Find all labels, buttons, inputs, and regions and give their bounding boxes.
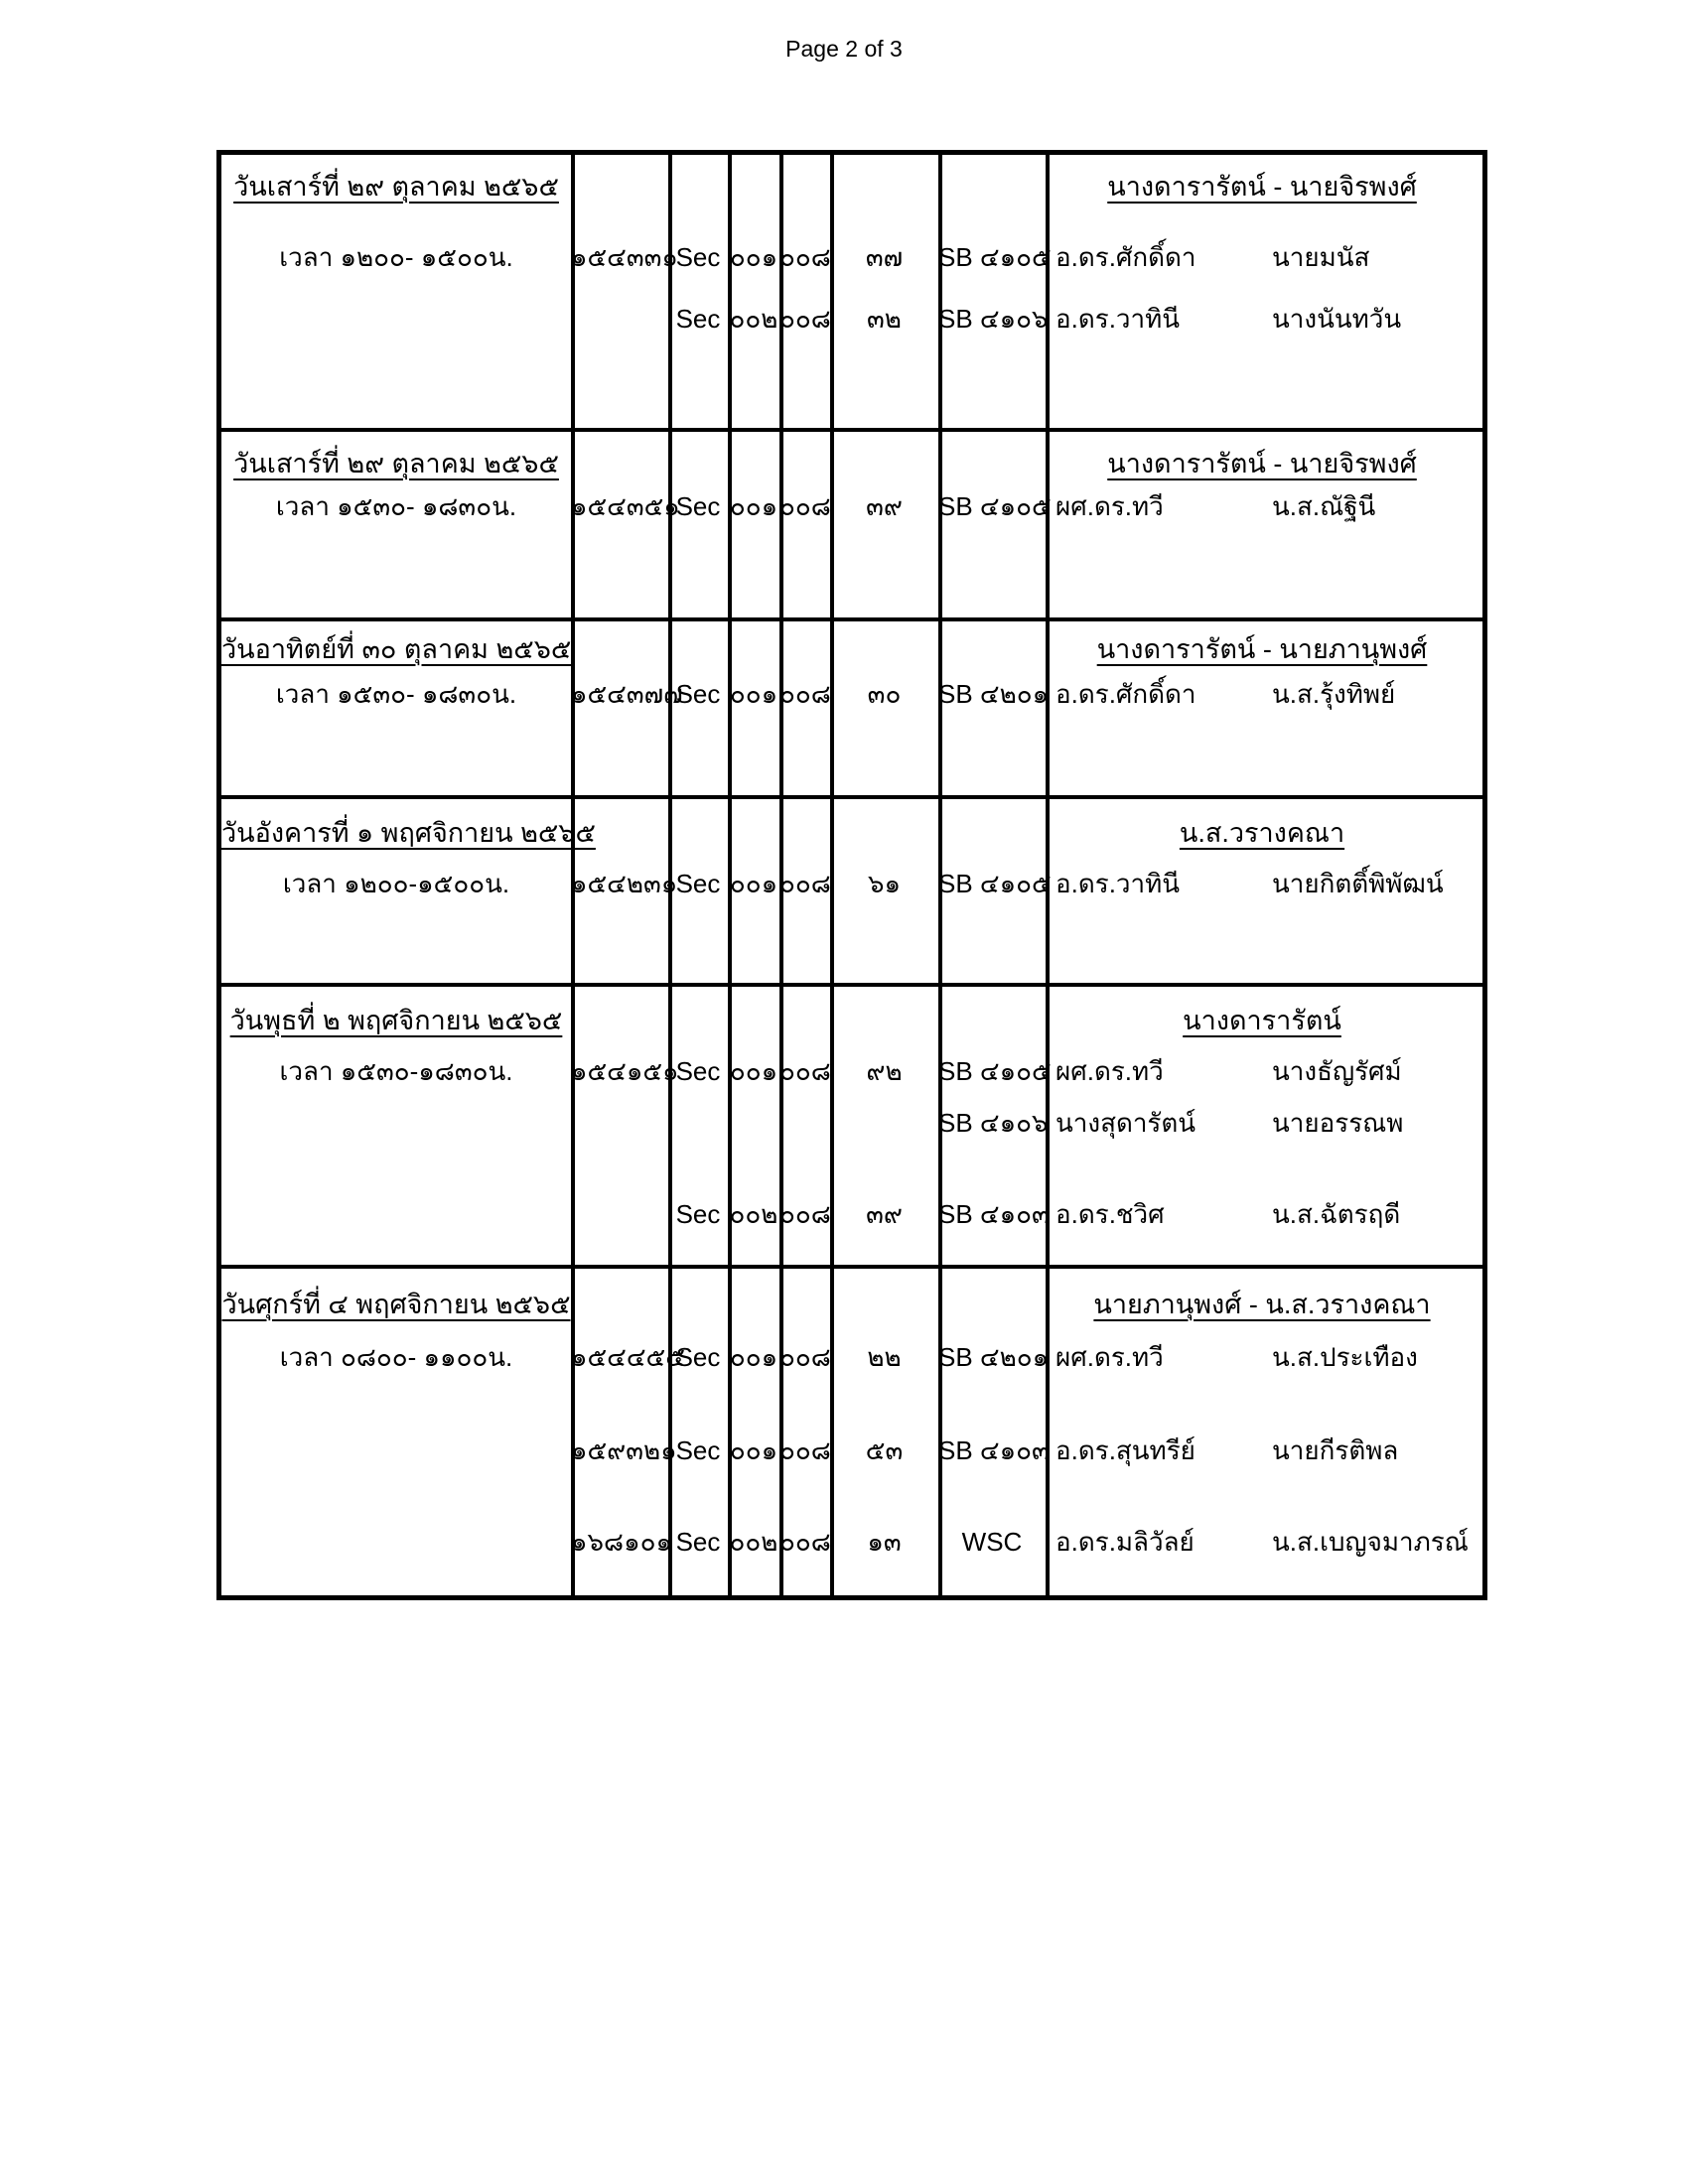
exam-date: วันพุธที่ ๒ พฤศจิกายน ๒๕๖๕ bbox=[229, 1006, 563, 1035]
exam-row bbox=[221, 677, 1482, 711]
session-proctors: นางดารารัตน์ - นายภานุพงศ์ bbox=[1096, 634, 1428, 664]
course-code: ๑๕๔๓๓๑ bbox=[571, 242, 678, 272]
course-code: ๑๕๔๓๗๗ bbox=[571, 679, 683, 709]
group-number: ๐๐๘ bbox=[779, 242, 831, 272]
sec-label bbox=[668, 1106, 728, 1140]
exam-date: วันเสาร์ที่ ๒๙ ตุลาคม ๒๕๖๕ bbox=[233, 172, 559, 202]
course-code: ๑๕๔๓๕๑ bbox=[571, 491, 680, 521]
exam-room: SB ๔๒๐๑ bbox=[938, 1342, 1050, 1372]
section-number: ๐๐๒ bbox=[729, 304, 778, 334]
exam-time: เวลา ๑๕๓๐- ๑๘๓๐น. bbox=[275, 679, 517, 709]
schedule-block bbox=[221, 428, 1482, 617]
section-number: ๐๐๒ bbox=[729, 1527, 778, 1557]
course-code: ๑๕๔๑๕๑ bbox=[571, 1056, 679, 1086]
student-count bbox=[830, 1106, 938, 1140]
exam-room: SB ๔๑๐๓ bbox=[938, 1199, 1050, 1229]
course-code: ๑๕๙๓๒๑ bbox=[571, 1435, 677, 1465]
student-count: ๕๓ bbox=[865, 1435, 904, 1465]
schedule-block bbox=[221, 983, 1482, 1265]
section-number: ๐๐๑ bbox=[729, 1435, 778, 1465]
exam-row bbox=[221, 240, 1482, 274]
course-code bbox=[571, 302, 668, 336]
student-count: ๑๓ bbox=[867, 1527, 902, 1557]
section-number: ๐๐๑ bbox=[729, 491, 778, 521]
column-divider bbox=[668, 155, 672, 428]
exam-room: WSC bbox=[961, 1527, 1023, 1557]
sec-label: Sec bbox=[675, 242, 721, 272]
proctor-name: น.ส.ประเทือง bbox=[1272, 1342, 1418, 1372]
session-proctors: น.ส.วรางคณา bbox=[1179, 818, 1345, 848]
student-count: ๓๙ bbox=[866, 491, 903, 521]
exam-schedule-table bbox=[216, 150, 1487, 1600]
column-divider bbox=[779, 155, 783, 428]
course-code: ๑๖๘๑๐๑ bbox=[571, 1527, 672, 1557]
group-number bbox=[779, 1106, 830, 1140]
group-number: ๐๐๘ bbox=[779, 869, 831, 898]
group-number: ๐๐๘ bbox=[779, 1435, 831, 1465]
exam-time: เวลา ๑๕๓๐- ๑๘๓๐น. bbox=[275, 491, 517, 521]
session-proctors: นางดารารัตน์ - นายจิรพงศ์ bbox=[1107, 172, 1417, 202]
student-count: ๓๙ bbox=[866, 1199, 903, 1229]
column-divider bbox=[830, 432, 834, 617]
student-count: ๓๗ bbox=[865, 242, 904, 272]
session-proctors: นางดารารัตน์ - นายจิรพงศ์ bbox=[1107, 449, 1417, 478]
sec-label: Sec bbox=[675, 1056, 721, 1086]
column-divider bbox=[571, 432, 575, 617]
page-number-label: Page 2 of 3 bbox=[785, 36, 903, 62]
exam-room: SB ๔๑๐๕ bbox=[938, 242, 1052, 272]
sec-label: Sec bbox=[675, 679, 721, 709]
schedule-block bbox=[221, 795, 1482, 983]
exam-row bbox=[221, 1433, 1482, 1467]
proctor-name: นายอรรณพ bbox=[1272, 1108, 1404, 1138]
section-number: ๐๐๑ bbox=[729, 242, 778, 272]
schedule-block bbox=[221, 155, 1482, 428]
exam-row bbox=[221, 489, 1482, 523]
exam-row bbox=[221, 867, 1482, 900]
column-divider bbox=[728, 432, 732, 617]
course-code bbox=[571, 1106, 668, 1140]
instructor-name: อ.ดร.มลิวัลย์ bbox=[1055, 1527, 1195, 1557]
exam-row bbox=[221, 1197, 1482, 1231]
group-number: ๐๐๘ bbox=[779, 1527, 831, 1557]
group-number: ๐๐๘ bbox=[779, 679, 831, 709]
proctor-name: น.ส.ณัฐินี bbox=[1272, 491, 1376, 521]
exam-row bbox=[221, 1054, 1482, 1088]
sec-label: Sec bbox=[675, 1527, 721, 1557]
group-number: ๐๐๘ bbox=[779, 491, 831, 521]
course-code: ๑๕๔๔๕๕ bbox=[571, 1342, 685, 1372]
instructor-name: อ.ดร.วาทินี bbox=[1055, 869, 1181, 898]
instructor-name: อ.ดร.วาทินี bbox=[1055, 304, 1181, 334]
section-number: ๐๐๑ bbox=[729, 869, 778, 898]
instructor-name: ผศ.ดร.ทวี bbox=[1055, 1342, 1164, 1372]
student-count: ๓๒ bbox=[867, 304, 902, 334]
exam-date: วันอาทิตย์ที่ ๓๐ ตุลาคม ๒๕๖๕ bbox=[221, 634, 572, 664]
section-number: ๐๐๑ bbox=[729, 1342, 778, 1372]
exam-room: SB ๔๑๐๓ bbox=[938, 1435, 1050, 1465]
schedule-block bbox=[221, 617, 1482, 795]
instructor-name: อ.ดร.ศักดิ์ดา bbox=[1055, 242, 1196, 272]
exam-room: SB ๔๒๐๑ bbox=[938, 679, 1050, 709]
sec-label: Sec bbox=[675, 491, 721, 521]
section-number: ๐๐๑ bbox=[729, 1056, 778, 1086]
exam-time: เวลา ๑๒๐๐- ๑๕๐๐น. bbox=[279, 242, 513, 272]
group-number: ๐๐๘ bbox=[779, 1342, 831, 1372]
student-count: ๓๐ bbox=[867, 679, 902, 709]
column-divider bbox=[571, 155, 575, 428]
instructor-name: นางสุดารัตน์ bbox=[1055, 1108, 1196, 1138]
instructor-name: ผศ.ดร.ทวี bbox=[1055, 491, 1164, 521]
column-divider bbox=[728, 155, 732, 428]
sec-label: Sec bbox=[675, 304, 721, 334]
exam-date: วันอังคารที่ ๑ พฤศจิกายน ๒๕๖๕ bbox=[221, 818, 596, 848]
student-count: ๖๑ bbox=[867, 869, 901, 898]
proctor-name: นางธัญรัศม์ bbox=[1272, 1056, 1402, 1086]
section-number: ๐๐๒ bbox=[729, 1199, 778, 1229]
exam-row bbox=[221, 1525, 1482, 1559]
proctor-name: น.ส.ฉัตรฤดี bbox=[1272, 1199, 1401, 1229]
column-divider bbox=[938, 432, 942, 617]
instructor-name: อ.ดร.ชวิศ bbox=[1055, 1199, 1165, 1229]
proctor-name: นายกิตติ์พิพัฒน์ bbox=[1272, 869, 1444, 898]
exam-room: SB ๔๑๐๖ bbox=[938, 304, 1049, 334]
section-number bbox=[728, 1106, 779, 1140]
section-number: ๐๐๑ bbox=[729, 679, 778, 709]
proctor-name: นายมนัส bbox=[1272, 242, 1370, 272]
column-divider bbox=[779, 432, 783, 617]
exam-room: SB ๔๑๐๕ bbox=[938, 869, 1052, 898]
schedule-block bbox=[221, 1265, 1482, 1595]
proctor-name: น.ส.รุ้งทิพย์ bbox=[1272, 679, 1396, 709]
exam-time: เวลา ๑๒๐๐-๑๕๐๐น. bbox=[282, 869, 510, 898]
student-count: ๙๒ bbox=[866, 1056, 903, 1086]
column-divider bbox=[830, 155, 834, 428]
exam-date: วันเสาร์ที่ ๒๙ ตุลาคม ๒๕๖๕ bbox=[233, 449, 559, 478]
date-cell bbox=[221, 432, 571, 617]
exam-time: เวลา ๐๘๐๐- ๑๑๐๐น. bbox=[279, 1342, 513, 1372]
sec-label: Sec bbox=[675, 1199, 721, 1229]
sec-label: Sec bbox=[675, 1342, 721, 1372]
exam-row bbox=[221, 1340, 1482, 1374]
sec-label: Sec bbox=[675, 869, 721, 898]
column-divider bbox=[668, 432, 672, 617]
proctor-name: นายกีรติพล bbox=[1272, 1435, 1399, 1465]
instructor-name: อ.ดร.สุนทรีย์ bbox=[1055, 1435, 1196, 1465]
course-code bbox=[571, 1197, 668, 1231]
instructor-name: ผศ.ดร.ทวี bbox=[1055, 1056, 1164, 1086]
session-proctors: นางดารารัตน์ bbox=[1183, 1006, 1341, 1035]
student-count: ๒๒ bbox=[867, 1342, 902, 1372]
exam-time: เวลา ๑๕๓๐-๑๘๓๐น. bbox=[279, 1056, 513, 1086]
date-cell bbox=[221, 155, 571, 428]
exam-room: SB ๔๑๐๖ bbox=[938, 1108, 1049, 1138]
column-divider bbox=[938, 155, 942, 428]
exam-row bbox=[221, 302, 1482, 336]
session-proctors: นายภานุพงศ์ - น.ส.วรางคณา bbox=[1093, 1290, 1431, 1319]
exam-room: SB ๔๑๐๕ bbox=[938, 1056, 1052, 1086]
group-number: ๐๐๘ bbox=[779, 304, 831, 334]
proctor-name: น.ส.เบญจมาภรณ์ bbox=[1272, 1527, 1469, 1557]
exam-date: วันศุกร์ที่ ๔ พฤศจิกายน ๒๕๖๕ bbox=[221, 1290, 571, 1319]
group-number: ๐๐๘ bbox=[779, 1199, 831, 1229]
exam-row-extra-room bbox=[221, 1106, 1482, 1140]
sec-label: Sec bbox=[675, 1435, 721, 1465]
course-code: ๑๕๔๒๓๑ bbox=[571, 869, 678, 898]
exam-room: SB ๔๑๐๕ bbox=[938, 491, 1052, 521]
proctor-name: นางนันทวัน bbox=[1272, 304, 1402, 334]
group-number: ๐๐๘ bbox=[779, 1056, 831, 1086]
instructor-name: อ.ดร.ศักดิ์ดา bbox=[1055, 679, 1196, 709]
